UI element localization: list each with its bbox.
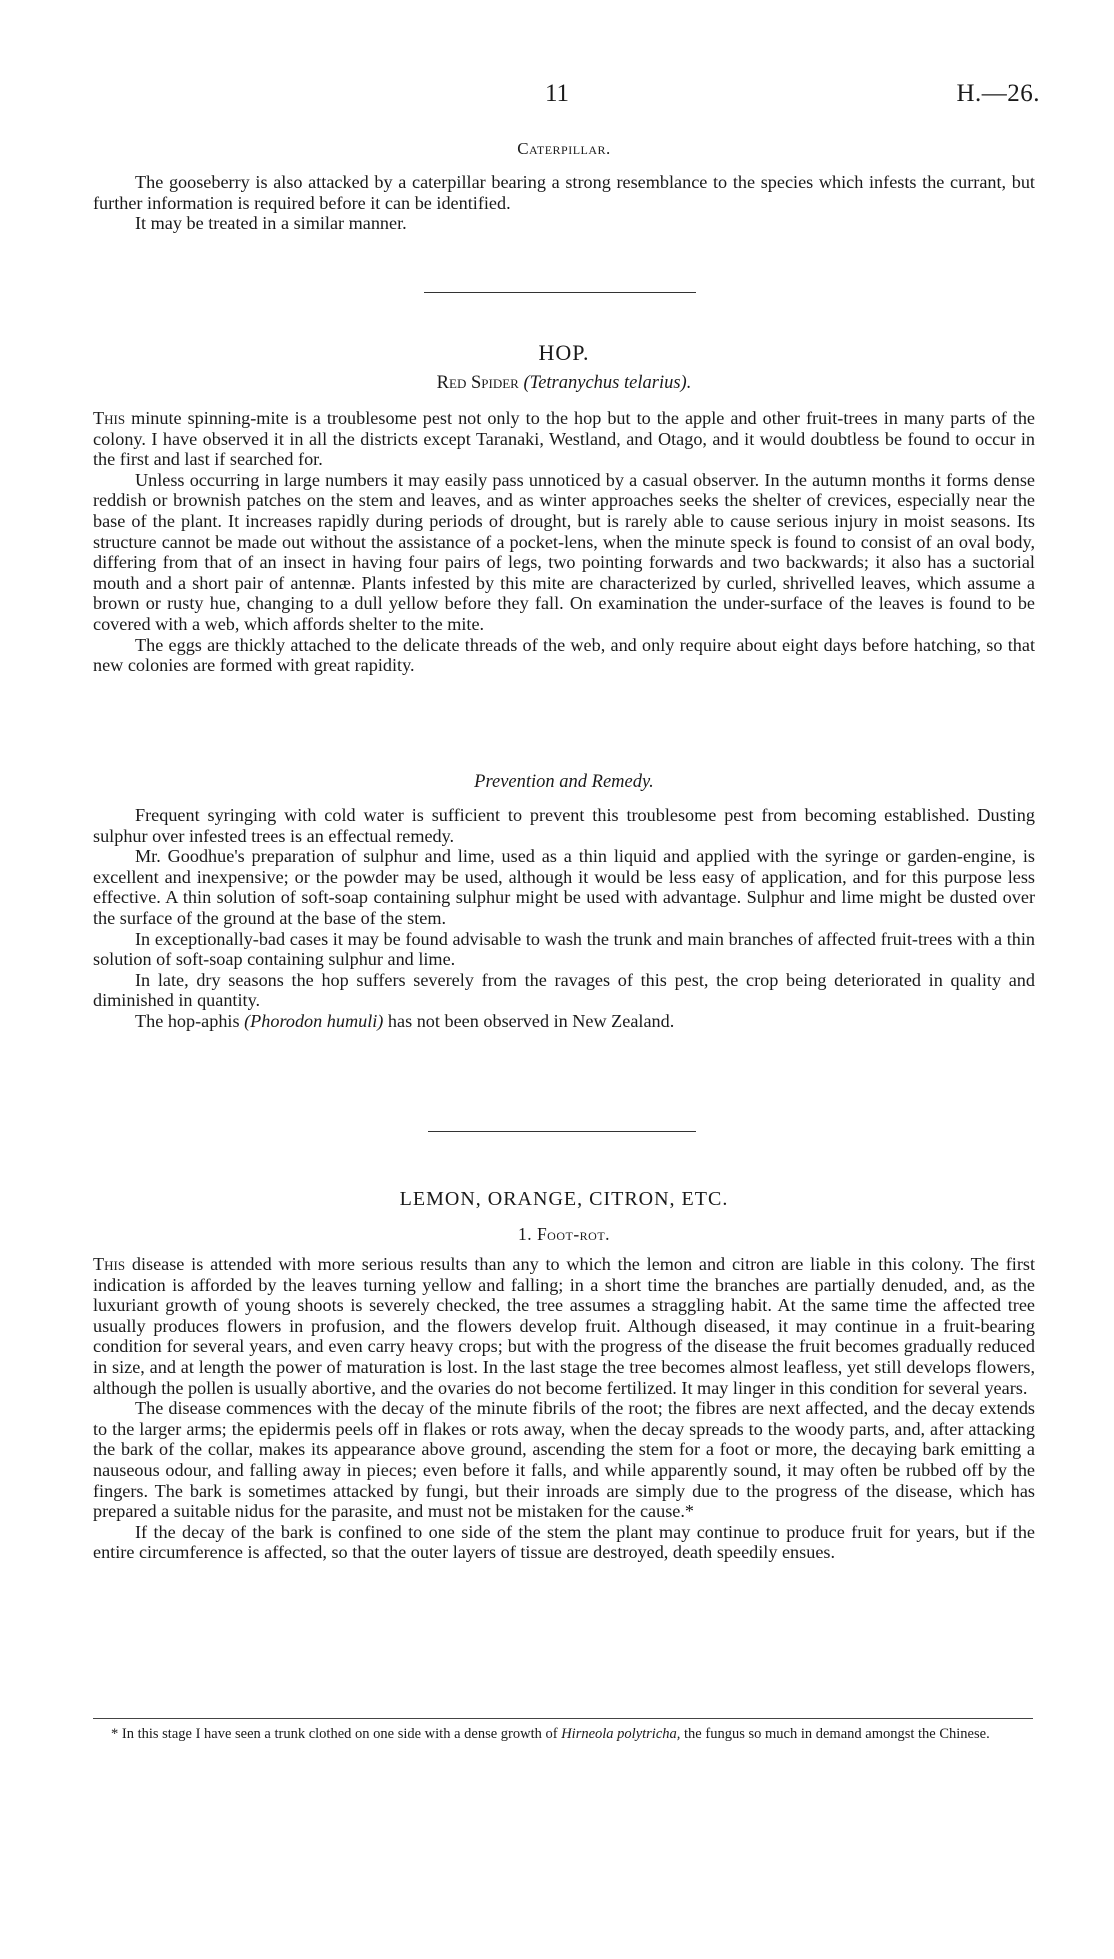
hop-section <box>93 408 1035 676</box>
footnote <box>93 1726 1033 1743</box>
footnote-after: the fungus so much in demand amongst the Chinese. <box>684 1726 990 1742</box>
lemon-paragraph-3: If the decay of the bark is confined to one side of the stem the plant may continue to produce fruit for years, but if the entire circumference is affected, so that the outer layers of tissue are destroyed, death speedily ensues. <box>93 1521 1035 1563</box>
page-number: 11 <box>544 80 570 107</box>
document-reference: H.—26. <box>956 80 1040 107</box>
caterpillar-heading: Caterpillar. <box>517 139 611 158</box>
prevention-section <box>93 805 1035 1032</box>
red-spider-latin: (Tetranychus telarius). <box>523 373 692 393</box>
footnote-rule <box>93 1718 1033 1719</box>
caterpillar-paragraph-1: The gooseberry is also attacked by a caterpillar bearing a strong resemblance to the species which infests the currant, but further information is required before it can be identified. <box>93 172 1035 213</box>
footnote-latin: Hirneola polytricha, <box>561 1726 681 1742</box>
prevention-paragraph-3: In exceptionally-bad cases it may be found advisable to wash the trunk and main branches of affected fruit-trees with a thin solution of soft-soap containing sulphur and lime. <box>93 928 1035 970</box>
hop-aphis-paragraph <box>93 1011 1035 1032</box>
foot-rot-heading-block <box>93 1224 1035 1245</box>
hop-aphis-before: The hop-aphis <box>135 1010 240 1031</box>
foot-rot-heading: 1. Foot-rot. <box>517 1224 611 1244</box>
lemon-paragraph-1 <box>93 1254 1035 1398</box>
hop-subheading <box>93 373 1035 394</box>
prevention-heading-block <box>93 772 1035 793</box>
caterpillar-section <box>93 172 1035 234</box>
section-divider <box>428 1131 696 1132</box>
prevention-heading: Prevention and Remedy. <box>474 772 654 792</box>
lemon-first-word: This <box>93 1254 126 1274</box>
hop-aphis-after: has not been observed in New Zealand. <box>387 1010 675 1031</box>
hop-paragraph-3: The eggs are thickly attached to the delicate threads of the web, and only require about eight days before hatching, so that new colonies are formed with great rapidity. <box>93 634 1035 676</box>
hop-paragraph-2: Unless occurring in large numbers it may easily pass unnoticed by a casual observer. In the autumn months it forms dense reddish or brownish patches on the stem and leaves, and as winter approaches seeks the shelter of crevices, especially near the base of the plant. It increases rapidly during periods of drought, but is rarely able to cause serious injury in moist seasons. Its structure cannot be made out without the assistance of a pocket-lens, when the minute speck is found to consist of an oval body, differing from that of an insect in having four pairs of legs, two pointing forwards and two backwards; it also has a suctorial mouth and a short pair of antennæ. Plants infested by this mite are characterized by curled, shrivelled leaves, which assume a brown or rusty hue, changing to a dull yellow before they fall. On examination the under-surface of the leaves is found to be covered with a web, which affords shelter to the mite. <box>93 469 1035 634</box>
caterpillar-heading-block <box>93 139 1035 159</box>
caterpillar-paragraph-2: It may be treated in a similar manner. <box>135 213 407 234</box>
footnote-before: * In this stage I have seen a trunk clothed on one side with a dense growth of <box>111 1726 558 1742</box>
hop-first-word: This <box>93 408 126 428</box>
hop-aphis-latin: (Phorodon humuli) <box>244 1010 384 1031</box>
lemon-paragraph-1-text: disease is attended with more serious results than any to which the lemon and citron are liable in this colony. The first indication is afforded by the leaves turning yellow and falling; in a short time the branches are partially denuded, and, as the luxuriant growth of young shoots is severely checked, the tree assumes a straggling habit. At the same time the affected tree usually produces flowers in profusion, and the flowers develop fruit. Although diseased, it may continue in a fruit-bearing condition for several years, and even carry heavy crops; but with the progress of the disease the fruit becomes gradually reduced in size, and at length the power of maturation is lost. In the last stage the tree becomes almost leafless, yet still develops flowers, although the pollen is usually abortive, and the ovaries do not become fertilized. It may linger in this condition for several years. <box>93 1254 1036 1398</box>
prevention-paragraph-4: In late, dry seasons the hop suffers severely from the ravages of this pest, the crop being deteriorated in quality and diminished in quantity. <box>93 969 1035 1011</box>
hop-heading-block <box>93 340 1035 366</box>
lemon-heading: LEMON, ORANGE, CITRON, ETC. <box>399 1188 729 1210</box>
hop-subheading-block <box>93 373 1035 394</box>
prevention-paragraph-1: Frequent syringing with cold water is sufficient to prevent this troublesome pest from becoming established. Dusting sulphur over infested trees is an effectual remedy. <box>93 805 1035 846</box>
prevention-paragraph-2: Mr. Goodhue's preparation of sulphur and lime, used as a thin liquid and applied with the syringe or garden-engine, is excellent and inexpensive; or the powder may be used, although it would be less easy of application, and for this purpose less effective. A thin solution of soft-soap containing sulphur might be used with advantage. Sulphur and lime might be dusted over the surface of the ground at the base of the stem. <box>93 846 1035 928</box>
hop-paragraph-1 <box>93 408 1035 470</box>
lemon-heading-block <box>93 1188 1035 1211</box>
hop-heading: HOP. <box>538 340 590 365</box>
section-divider <box>424 292 696 293</box>
red-spider-label: Red Spider <box>436 373 519 393</box>
hop-paragraph-1-text: minute spinning-mite is a troublesome pest not only to the hop but to the apple and other fruit-trees in many parts of the colony. I have observed it in all the districts except Taranaki, Westland, and Otago, and it would doubtless be found to occur in the first and last if searched for. <box>93 408 1036 470</box>
lemon-section <box>93 1254 1035 1563</box>
lemon-paragraph-2: The disease commences with the decay of the minute fibrils of the root; the fibres are next affected, and the decay extends to the larger arms; the epidermis peels off in flakes or rots away, when the decay spreads to the woody parts, and, after attacking the bark of the collar, makes its appearance above ground, ascending the stem for a foot or more, the decaying bark emitting a nauseous odour, and falling away in pieces; even before it falls, and while apparently sound, it may often be rubbed off by the fingers. The bark is sometimes attacked by fungi, but their inroads are simply due to the progress of the disease, which has prepared a suitable nidus for the parasite, and must not be mistaken for the cause.* <box>93 1398 1035 1522</box>
